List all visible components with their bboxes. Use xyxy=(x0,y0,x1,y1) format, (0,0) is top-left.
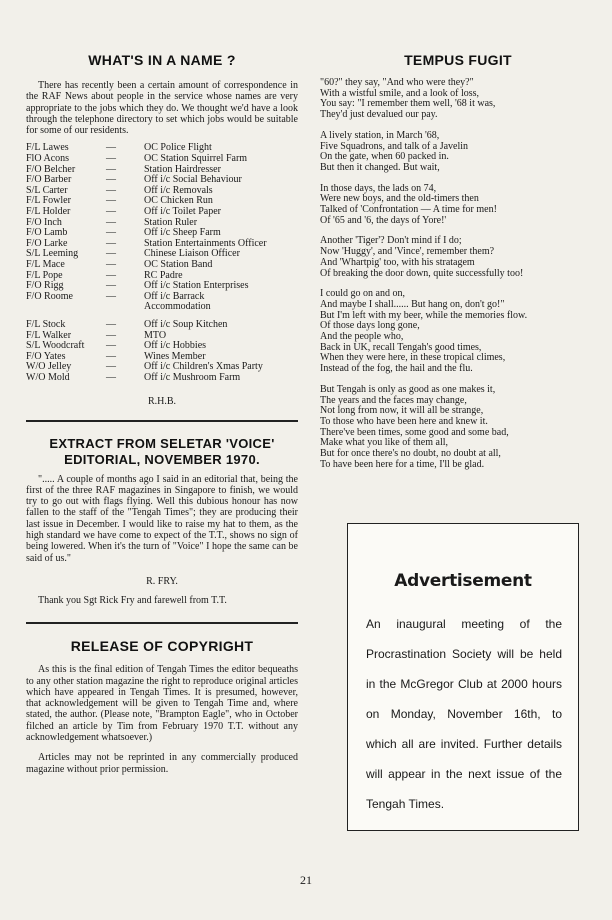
poem-line: But I'm left with my beer, while the memories flow. xyxy=(320,309,528,321)
person-name: F/L Stock xyxy=(26,318,66,330)
poem-line: But then it changed. But wait, xyxy=(320,161,440,173)
poem-stanza xyxy=(320,236,596,279)
names-title: WHAT'S IN A NAME ? xyxy=(88,52,236,68)
poem-line: And maybe I shall...... But hang on, don't go!" xyxy=(320,298,505,310)
person-name: F/O Yates xyxy=(26,350,66,362)
job-title: Off i/c Hobbies xyxy=(144,340,207,352)
job-title: Off i/c Sheep Farm xyxy=(144,227,221,239)
left-column xyxy=(26,40,298,775)
extract-article xyxy=(26,436,298,607)
extract-body: "..... A couple of months ago I said in an editorial that, being the first of the three RAF magazines in Singapore to finish, we would try to go out with flags flying. Well this dubious honour has now fallen to the staff of the "Tengah Times"; they are producing their last issue in December. I would like to raise my hat to them, as the high standard we have come to expect of the T.T., shows no sign of being lowered. When it's the turn of "Voice" I hope the same can be said of us." xyxy=(26,473,298,564)
poem-line: Of those days long gone, xyxy=(320,320,420,332)
name-row xyxy=(26,373,267,384)
dash: — xyxy=(106,259,116,271)
poem-line: And the people who, xyxy=(320,331,404,343)
job-title: Chinese Liaison Officer xyxy=(144,248,240,260)
names-article xyxy=(26,52,298,407)
person-name: F/O Roome xyxy=(26,290,73,302)
job-title: OC Station Squirrel Farm xyxy=(144,153,248,165)
poem-line: A lively station, in March '68, xyxy=(320,129,440,141)
job-title: Station Hairdresser xyxy=(144,163,221,175)
person-name: F/O Belcher xyxy=(26,163,76,175)
poem-line: With a wistful smile, and a look of loss, xyxy=(320,87,480,99)
extract-signature: R. FRY. xyxy=(146,575,178,587)
job-title: Off i/c Station Enterprises xyxy=(144,280,249,292)
job-title: Accommodation xyxy=(144,301,211,313)
poem-stanza xyxy=(320,184,596,227)
dash: — xyxy=(106,318,116,330)
job-title: Off i/c Children's Xmas Party xyxy=(144,361,263,373)
person-name xyxy=(26,302,106,313)
job-title: RC Padre xyxy=(144,269,183,281)
advertisement-text: An inaugural meeting of the Procrastination Society will be held in the McGregor Club at 2000 hours on Monday, November 16th, to which all are invited. Further details will appear in the next issue of the Tengah Times. xyxy=(366,617,562,811)
divider xyxy=(26,420,298,422)
person-name: F/O Rigg xyxy=(26,280,64,292)
poem-line: Five Squadrons, and talk of a Javelin xyxy=(320,140,469,152)
release-title: RELEASE OF COPYRIGHT xyxy=(70,638,254,655)
poem-line: To those who have been here and knew it. xyxy=(320,415,488,427)
person-name: S/L Carter xyxy=(26,184,68,196)
person-name: F/L Mace xyxy=(26,259,65,271)
dash xyxy=(106,302,144,313)
poem-line: And 'Whartpig' too, with his stratagem xyxy=(320,256,475,268)
job-title: Off i/c Social Behaviour xyxy=(144,174,242,186)
dash: — xyxy=(106,153,116,165)
person-name: W/O Jelley xyxy=(26,361,72,373)
poem-line: But for once there's no doubt, no doubt at all, xyxy=(320,448,501,460)
divider xyxy=(26,622,298,624)
person-name: F/O Barber xyxy=(26,174,72,186)
poem-title: TEMPUS FUGIT xyxy=(404,52,512,68)
poem-line: They'd just devalued our pay. xyxy=(320,109,438,121)
poem-line: There've been times, some good and some bad, xyxy=(320,426,509,438)
advertisement-box xyxy=(347,523,579,831)
dash: — xyxy=(106,290,116,302)
dash: — xyxy=(106,184,116,196)
person-name: F/L Walker xyxy=(26,329,72,341)
dash: — xyxy=(106,216,116,228)
job-title: Off i/c Toilet Paper xyxy=(144,206,221,218)
dash: — xyxy=(106,269,116,281)
job-title: Station Entertainments Officer xyxy=(144,237,267,249)
poem-line: On the gate, when 60 packed in. xyxy=(320,151,449,163)
job-title: Off i/c Barrack xyxy=(144,290,205,302)
person-name: F/L Lawes xyxy=(26,142,69,154)
job-title: OC Station Band xyxy=(144,259,213,271)
job-title: OC Chicken Run xyxy=(144,195,213,207)
poem-stanza xyxy=(320,289,596,375)
dash: — xyxy=(106,340,116,352)
page-number: 21 xyxy=(300,873,312,887)
person-name: F/O Inch xyxy=(26,216,62,228)
poem-line: Talked of 'Confrontation — A time for men! xyxy=(320,204,497,216)
dash: — xyxy=(106,280,116,292)
names-signature: R.H.B. xyxy=(147,395,177,407)
poem-article xyxy=(320,52,596,471)
extract-title: EXTRACT FROM SELETAR 'VOICE' EDITORIAL, NOVEMBER 1970. xyxy=(49,435,275,467)
poem-line: You say: "I remember them well, '68 it was, xyxy=(320,98,496,110)
name-row xyxy=(26,302,267,313)
dash: — xyxy=(106,237,116,249)
poem-line: But Tengah is only as good as one makes it, xyxy=(320,383,496,395)
job-title: Off i/c Soup Kitchen xyxy=(144,318,228,330)
names-intro: There has recently been a certain amount of correspondence in the RAF News about people in the service whose names are very appropriate to the jobs which they do. We thought we'd have a look through the telephone directory to set which jobs would be suitable for some of our residents. xyxy=(26,80,298,137)
job-title: Station Ruler xyxy=(144,216,198,228)
dash: — xyxy=(106,350,116,362)
person-name: F/L Holder xyxy=(26,206,71,218)
poem-stanza xyxy=(320,78,596,121)
poem-stanza xyxy=(320,385,596,471)
poem-line: Back in UK, recall Tengah's good times, xyxy=(320,341,482,353)
dash: — xyxy=(106,142,116,154)
poem-line: "60?" they say, "And who were they?" xyxy=(320,77,474,88)
extract-thanks: Thank you Sgt Rick Fry and farewell from T.T. xyxy=(38,594,227,606)
dash: — xyxy=(106,206,116,218)
person-name: F/O Larke xyxy=(26,237,68,249)
job-title: Off i/c Removals xyxy=(144,184,213,196)
dash: — xyxy=(106,371,116,383)
job-title: MTO xyxy=(144,329,167,341)
poem-line: Instead of the fog, the hail and the flu. xyxy=(320,363,473,375)
dash: — xyxy=(106,195,116,207)
right-column xyxy=(320,40,596,471)
person-name: F/O Lamb xyxy=(26,227,68,239)
names-table xyxy=(26,143,267,383)
release-article xyxy=(26,638,298,775)
person-name: F/L Pope xyxy=(26,269,63,281)
release-note: Articles may not be reprinted in any commercially produced magazine without prior permission. xyxy=(26,752,298,775)
poem-line: To have been here for a time, I'll be glad. xyxy=(320,458,485,470)
poem-line: Make what you like of them all, xyxy=(320,437,449,449)
poem-line: Were new boys, and the old-timers then xyxy=(320,193,479,205)
advertisement-title: Advertisement xyxy=(394,571,532,591)
poem-line: In those days, the lads on 74, xyxy=(320,182,437,194)
dash: — xyxy=(106,163,116,175)
name-row xyxy=(26,320,267,331)
poem-body xyxy=(320,78,596,471)
person-name: FlO Acons xyxy=(26,153,70,165)
job-title: Wines Member xyxy=(144,350,206,362)
poem-stanza xyxy=(320,131,596,174)
person-name: S/L Woodcraft xyxy=(26,340,85,352)
poem-line: Not long from now, it will all be strange, xyxy=(320,405,484,417)
dash: — xyxy=(106,174,116,186)
poem-line: Now 'Huggy', and 'Vince', remember them? xyxy=(320,246,495,258)
person-name: F/L Fowler xyxy=(26,195,71,207)
poem-line: The years and the faces may change, xyxy=(320,394,467,406)
person-name: S/L Leeming xyxy=(26,248,79,260)
poem-line: Another 'Tiger'? Don't mind if I do; xyxy=(320,235,462,247)
poem-line: Of '65 and '6, the days of Yore!' xyxy=(320,214,447,226)
person-name: W/O Mold xyxy=(26,371,70,383)
poem-line: When they were here, in these tropical climes, xyxy=(320,352,506,364)
poem-line: I could go on and on, xyxy=(320,288,405,300)
dash: — xyxy=(106,227,116,239)
poem-line: Of breaking the door down, quite successfully too! xyxy=(320,267,524,279)
job-title: Off i/c Mushroom Farm xyxy=(144,371,241,383)
dash: — xyxy=(106,361,116,373)
release-body: As this is the final edition of Tengah Times the editor bequeaths to any other station magazine the right to reproduce original articles which have appeared in Tengah Times. It is presumed, however, that acknowledgement will be given to Tengah Time and, where stated, the author. (Please note, "Brampton Eagle", who in October filched an article by Tim from February 1970 T.T. without any acknowledgement whatsoever.) xyxy=(26,664,298,743)
dash: — xyxy=(106,329,116,341)
dash: — xyxy=(106,248,116,260)
job-title: OC Police Flight xyxy=(144,142,212,154)
